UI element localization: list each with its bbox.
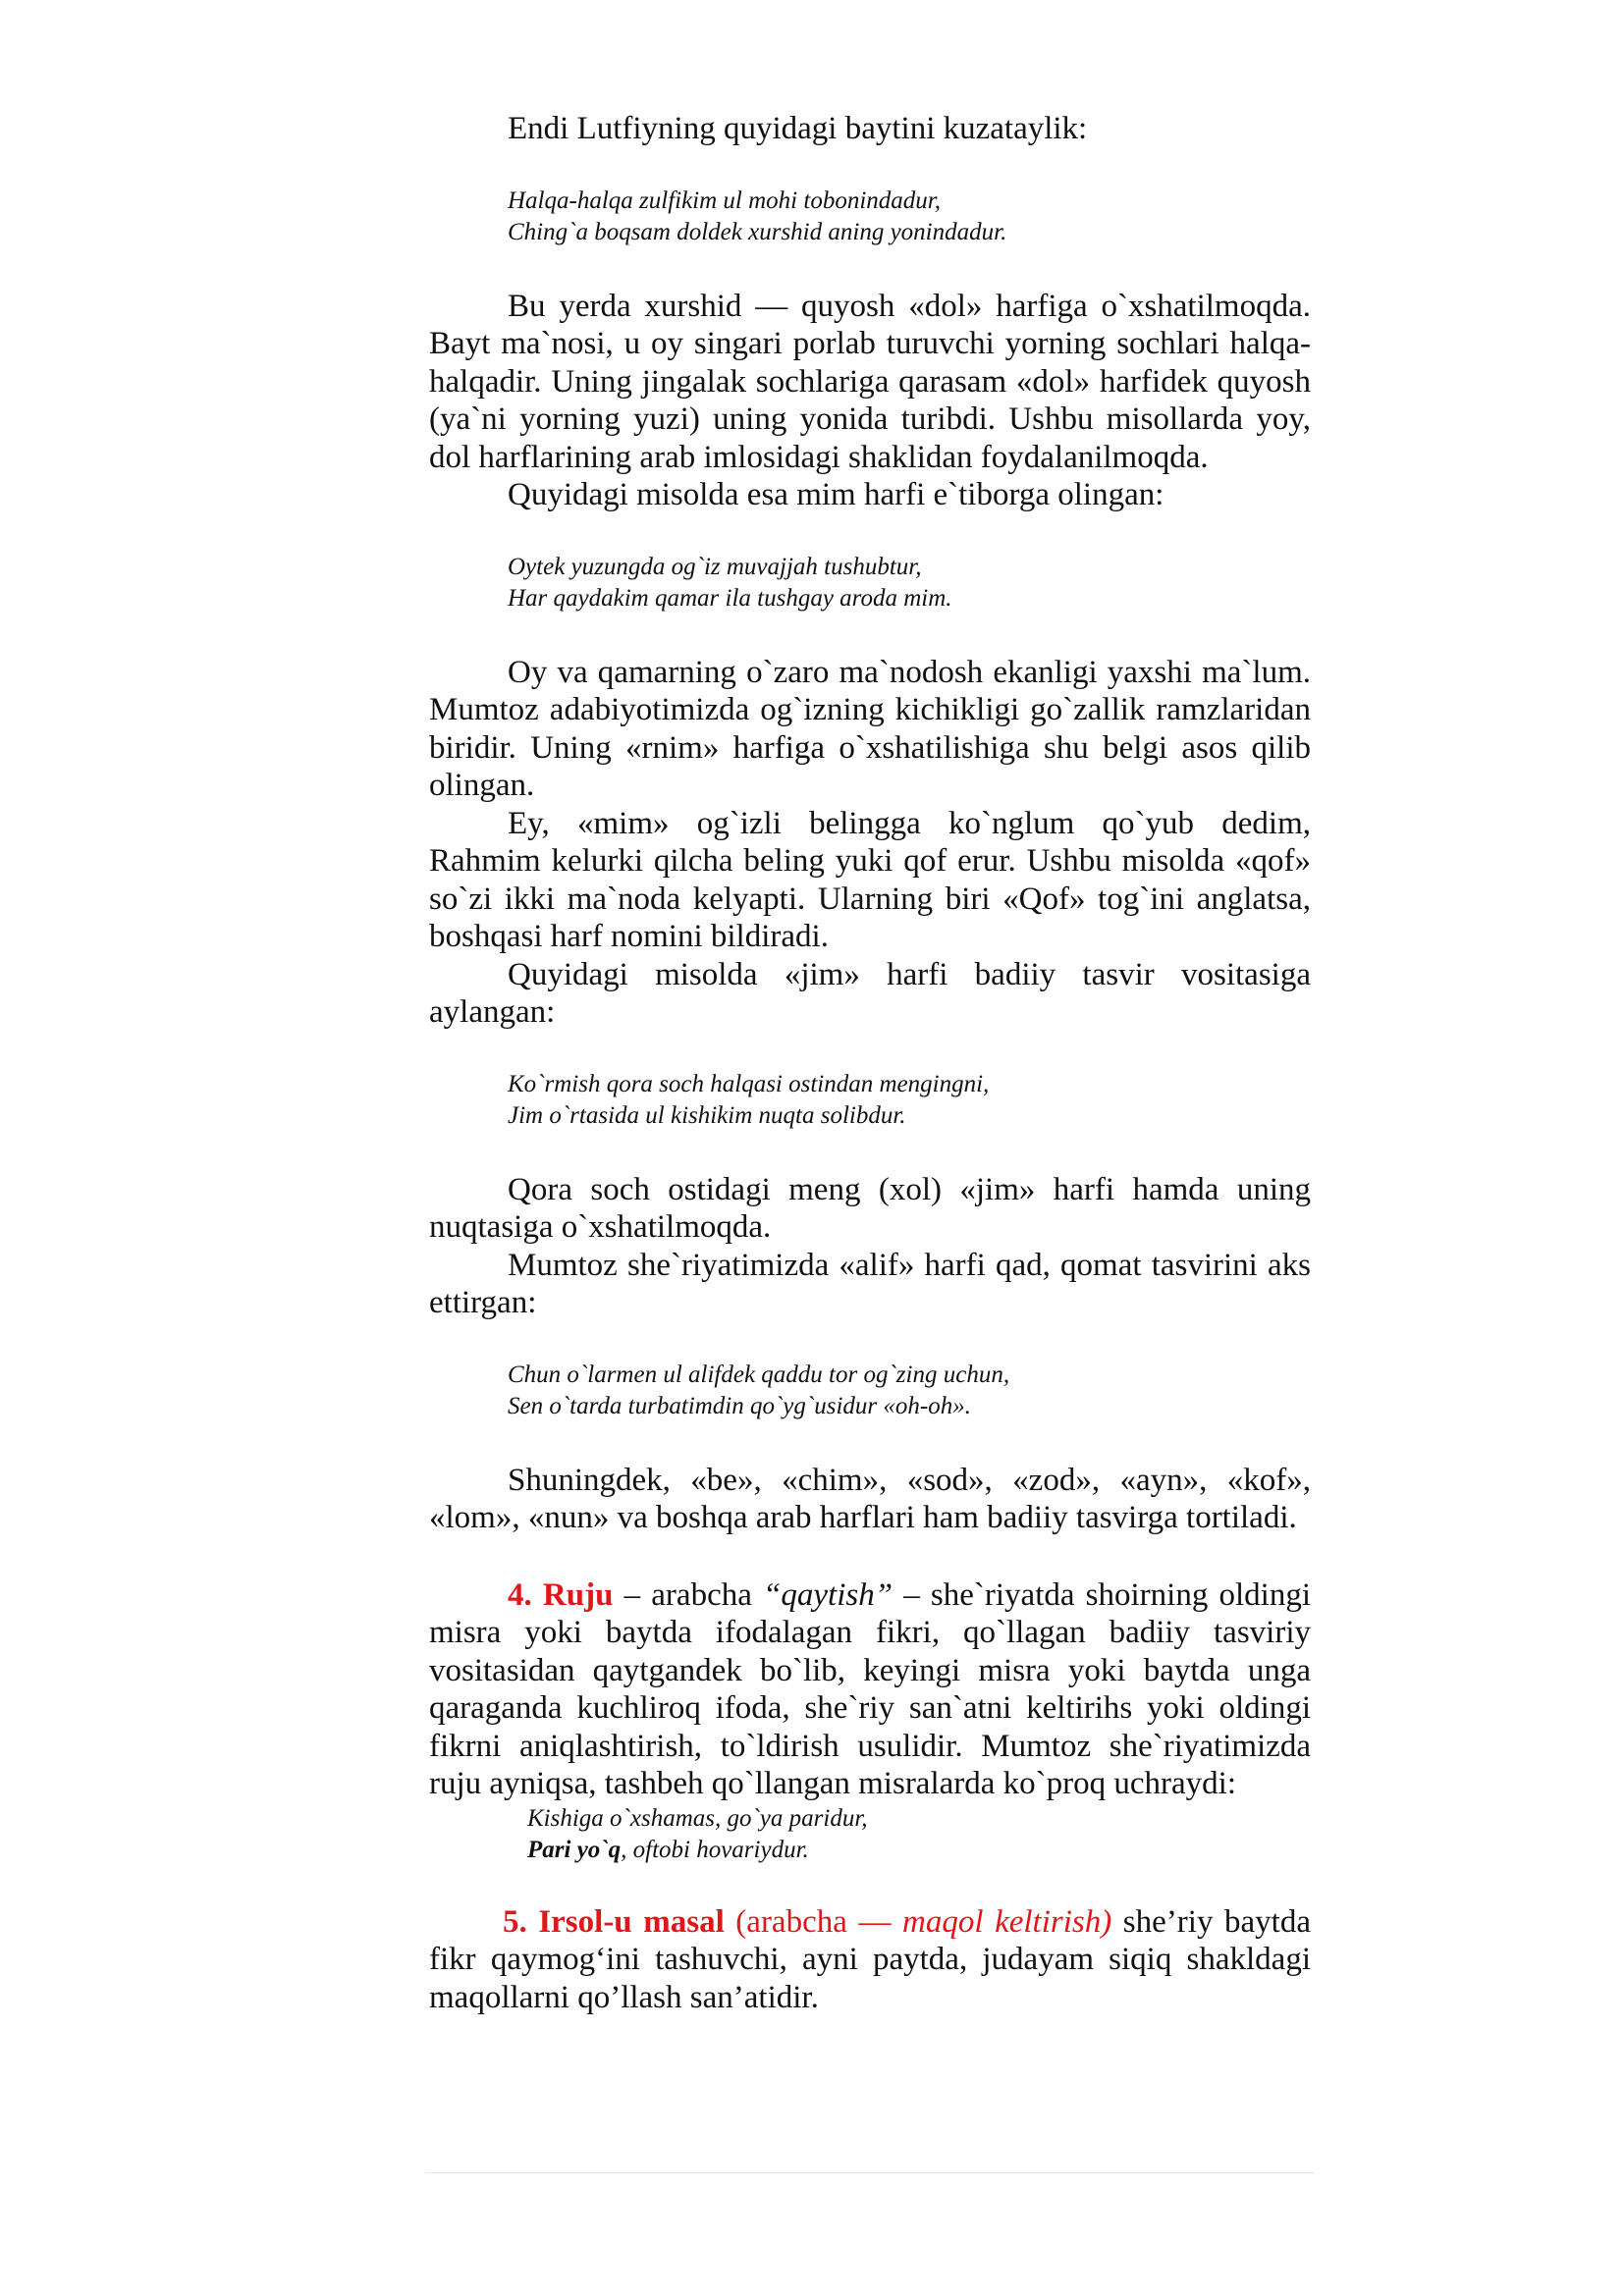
section-ruju-number: 4. Ruju: [508, 1576, 614, 1613]
paragraph-qof: Ey, «mim» og`izli belingga ko`nglum qo`yub dedim, Rahmim kelurki qilcha beling yuki qof erur. Ushbu misolda «qof» so`zi ikki ma`noda kelyapti. Ularning biri «Qof» tog`ini anglatsa, boshqasi harf nomini bildiradi.: [429, 805, 1311, 954]
verse-line: Ko`rmish qora soch halqasi ostindan mengingni,: [508, 1070, 990, 1097]
paragraph-mim-intro: Quyidagi misolda esa mim harfi e`tiborga olingan:: [508, 477, 1164, 512]
verse-line: Oytek yuzungda og`iz muvajjah tushubtur,: [508, 553, 922, 580]
verse-block-jim: [429, 1069, 1311, 1132]
section-irsol-term: maqol keltirish): [902, 1903, 1112, 1940]
verse-line: Ching`a boqsam doldek xurshid aning yonindadur.: [508, 218, 1007, 245]
verse-line: [527, 1835, 1311, 1866]
verse-line: Kishiga o`xshamas, go`ya paridur,: [527, 1804, 868, 1832]
paragraph-xurshid: Bu yerda xurshid — quyosh «dol» harfiga o`xshatilmoqda. Bayt ma`nosi, u oy singari porlab turuvchi yorning sochlari halqa-halqadir. Uning jingalak sochlariga qarasam «dol» harfidek quyosh (ya`ni yorning yuzi) uning yonida turibdi. Ushbu misollarda yoy, dol harflarining arab imlosidagi shaklidan foydalanilmoqda.: [429, 288, 1311, 475]
verse-block-mim: [429, 552, 1311, 614]
verse-block-lutfiy: [429, 186, 1311, 248]
section-irsol-number: 5. Irsol-u masal: [503, 1903, 725, 1940]
section-ruju-dash: – arabcha: [613, 1576, 764, 1613]
bottom-divider: [425, 2172, 1315, 2173]
verse-block-ruju: [429, 1803, 1311, 1866]
verse-line: Har qaydakim qamar ila tushgay aroda mim.: [508, 584, 952, 612]
verse-block-alif: [429, 1360, 1311, 1422]
paragraph-jim: Qora soch ostidagi meng (xol) «jim» harfi hamda uning nuqtasiga o`xshatilmoqda.: [429, 1171, 1311, 1245]
paragraph-letters: Shuningdek, «be», «chim», «sod», «zod», «ayn», «kof», «lom», «nun» va boshqa arab harflari ham badiiy tasvirga tortiladi.: [429, 1462, 1311, 1535]
verse-line: Halqa-halqa zulfikim ul mohi tobonindadur,: [508, 187, 941, 214]
verse-line: Jim o`rtasida ul kishikim nuqta solibdur.: [508, 1101, 906, 1129]
verse-bold-phrase: Pari yo`q: [527, 1836, 622, 1863]
paragraph-oy-qamar: Oy va qamarning o`zaro ma`nodosh ekanligi yaxshi ma`lum. Mumtoz adabiyotimizda og`izning kichikligi go`zallik ramzlaridan biridir. Uning «rnim» harfiga o`xshatilishiga shu belgi asos qilib olingan.: [429, 654, 1311, 803]
paragraph-alif-intro: Mumtoz she`riyatimizda «alif» harfi qad, qomat tasvirini aks ettirgan:: [429, 1247, 1311, 1320]
section-irsol-open: (arabcha —: [724, 1903, 903, 1940]
paragraph-jim-intro: Quyidagi misolda «jim» harfi badiiy tasvir vositasiga aylangan:: [429, 956, 1311, 1030]
verse-line-rest: , oftobi hovariydur.: [621, 1836, 809, 1863]
verse-line: Sen o`tarda turbatimdin qo`yg`usidur «oh-oh».: [508, 1392, 971, 1419]
section-ruju: [429, 1576, 1311, 1803]
section-ruju-text: – she`riyatda shoirning oldingi misra yoki baytda ifodalagan fikri, qo`llagan badiiy tasviriy vositasidan qaytgandek bo`lib, keyingi misra yoki baytda unga qaraganda kuchliroq ifoda, she`riy san`atni keltirihs yoki oldingi fikrni aniqlashtirish, to`ldirish usulidir. Mumtoz she`riyatimizda ruju ayniqsa, tashbeh qo`llangan misralarda ko`proq uchraydi:: [429, 1576, 1312, 1801]
document-page: [429, 110, 1311, 2016]
section-irsol-text: she’riy baytda fikr qaymog‘ini tashuvchi, ayni paytda, judayam siqiq shakldagi maqollarni qo’llash san’atidir.: [429, 1903, 1311, 2015]
paragraph-intro: Endi Lutfiyning quyidagi baytini kuzataylik:: [508, 111, 1088, 146]
verse-line: Chun o`larmen ul alifdek qaddu tor og`zing uchun,: [508, 1361, 1010, 1388]
section-irsol: [429, 1903, 1311, 2017]
section-ruju-term: “qaytish”: [763, 1576, 893, 1613]
